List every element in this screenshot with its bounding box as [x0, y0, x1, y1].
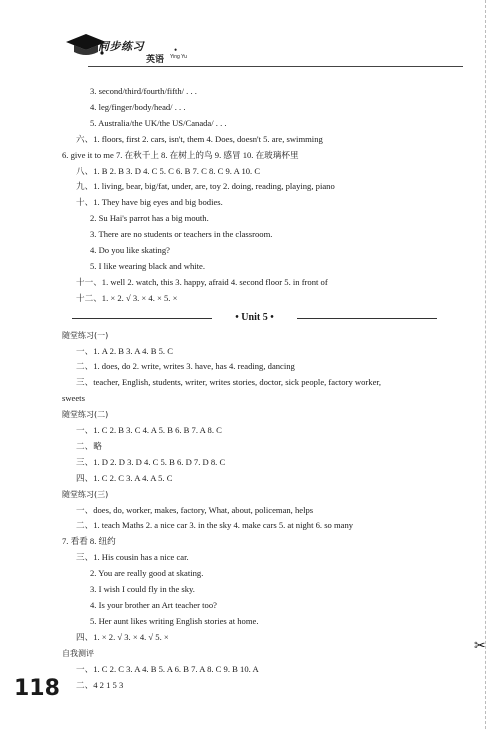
answer-line: 一、1. C 2. C 3. A 4. B 5. A 6. B 7. A 8. C 9. B 10. A — [76, 663, 259, 674]
answer-line: 5. Australia/the UK/the US/Canada/ . . . — [90, 117, 227, 128]
answer-line: 2. Su Hai's parrot has a big mouth. — [90, 213, 209, 224]
answer-line: 2. You are really good at skating. — [90, 568, 204, 579]
section-heading: 随堂练习(一) — [62, 330, 109, 340]
answer-line: sweets — [62, 393, 85, 404]
page-number: 118 — [14, 676, 60, 701]
answer-line: 3. second/third/fourth/fifth/ . . . — [90, 86, 197, 96]
answer-line: 6. give it to me 7. 在秋千上 8. 在树上的鸟 9. 感冒 10. 在玻璃杯里 — [62, 149, 299, 160]
section-heading: 随堂练习(二) — [62, 410, 109, 420]
answer-line: 三、teacher, English, students, writer, writes stories, doctor, sick people, factory worker, — [76, 377, 382, 388]
section-heading: 自我测评 — [62, 648, 94, 658]
answer-line: 三、1. His cousin has a nice car. — [76, 552, 189, 563]
unit-heading: • Unit 5 • — [62, 310, 447, 326]
answer-line: 八、1. B 2. B 3. D 4. C 5. C 6. B 7. C 8. C 9. A 10. C — [76, 165, 261, 176]
answer-line: 4. leg/finger/body/head/ . . . — [90, 101, 186, 112]
answer-line: 一、1. C 2. B 3. C 4. A 5. B 6. B 7. A 8. C — [76, 425, 222, 436]
answer-line: 一、does, do, worker, makes, factory, What, about, policeman, helps — [76, 504, 314, 515]
scissors-icon: ✂ — [474, 639, 486, 654]
answer-key-content — [62, 84, 447, 693]
answer-line: 4. Do you like skating? — [90, 245, 170, 256]
answer-line: 三、1. D 2. D 3. D 4. C 5. B 6. D 7. D 8. C — [76, 456, 226, 467]
answer-line: 四、1. × 2. √ 3. × 4. √ 5. × — [76, 631, 169, 642]
section-heading: 随堂练习(三) — [62, 489, 109, 499]
answer-line: 九、1. living, bear, big/fat, under, are, toy 2. doing, reading, playing, piano — [76, 181, 335, 192]
answer-line: 二、1. teach Maths 2. a nice car 3. in the sky 4. make cars 5. at night 6. so many — [76, 520, 354, 531]
answer-line: 四、1. C 2. C 3. A 4. A 5. C — [76, 472, 173, 483]
subject-label: 英语 — [146, 55, 165, 65]
answer-line: 4. Is your brother an Art teacher too? — [90, 600, 217, 610]
answer-line: 二、1. does, do 2. write, writes 3. have, has 4. reading, dancing — [76, 361, 295, 372]
answer-line: 7. 看看 8. 纽约 — [62, 536, 116, 547]
answer-line: 二、略 — [76, 440, 102, 451]
answer-line: 六、1. floors, first 2. cars, isn't, them 4. Does, doesn't 5. are, swimming — [76, 133, 323, 144]
cut-line — [485, 0, 486, 729]
book-title: 同步练习 — [98, 40, 144, 53]
answer-line: 十二、1. × 2. √ 3. × 4. × 5. × — [76, 292, 178, 303]
page-header — [58, 30, 418, 68]
answer-line: 十一、1. well 2. watch, this 3. happy, afraid 4. second floor 5. in front of — [76, 276, 328, 287]
answer-line: 十、1. They have big eyes and big bodies. — [76, 197, 223, 208]
answer-line: 5. Her aunt likes writing English stories at home. — [90, 615, 259, 626]
answer-line: 3. There are no students or teachers in the classroom. — [90, 229, 273, 240]
answer-line: 5. I like wearing black and white. — [90, 260, 206, 271]
answer-line: 一、1. A 2. B 3. A 4. B 5. C — [76, 345, 173, 356]
answer-line: 3. I wish I could fly in the sky. — [90, 584, 195, 595]
answer-line: 二、4 2 1 5 3 — [76, 679, 124, 690]
subject-pinyin: Ying Yu — [170, 54, 187, 60]
header-dot: • — [174, 45, 178, 55]
header-rule — [88, 66, 463, 67]
